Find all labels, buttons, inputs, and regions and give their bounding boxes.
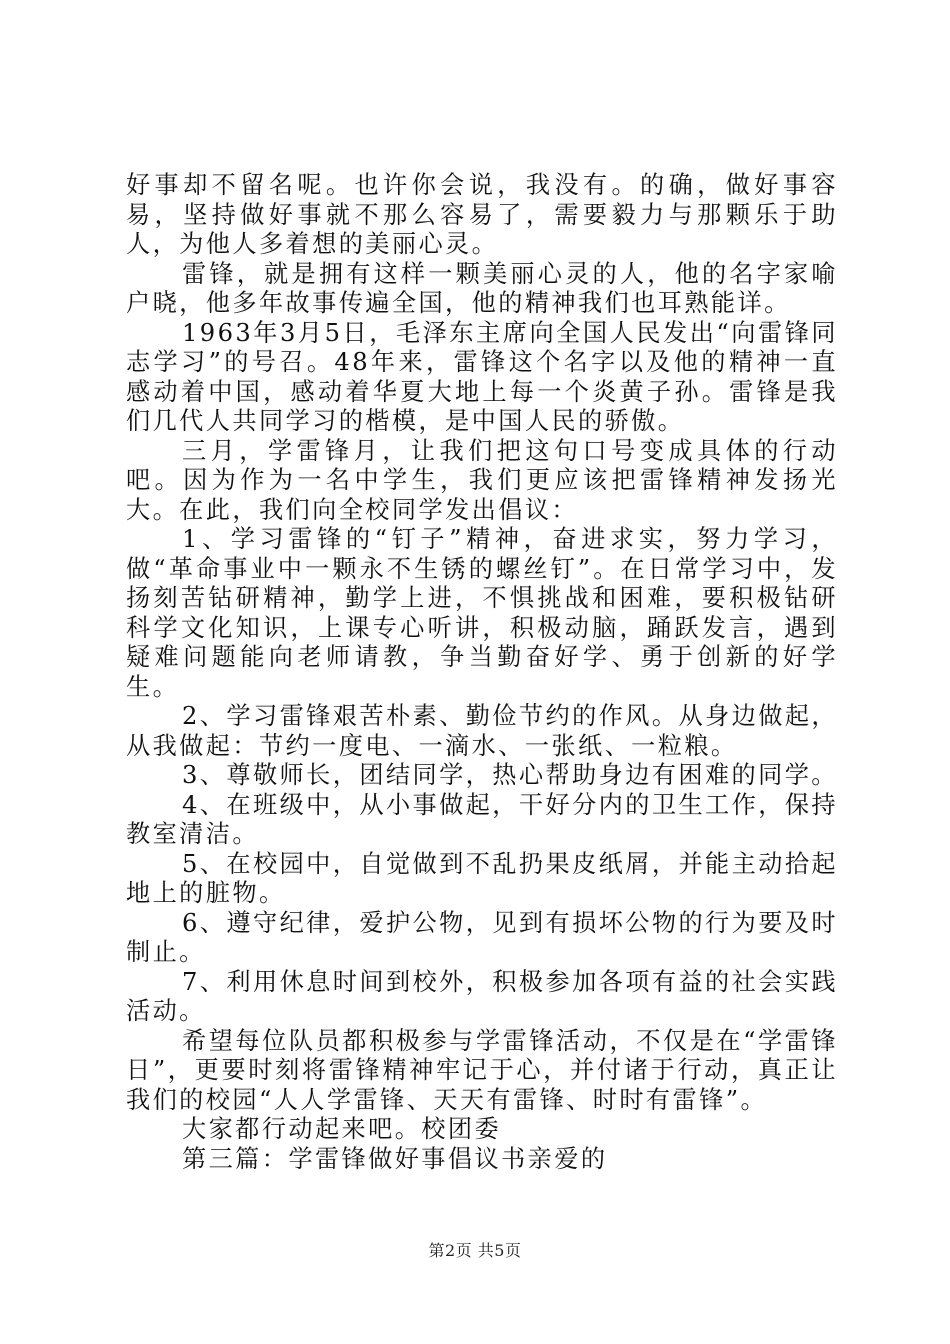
paragraph: 1963年3月5日，毛泽东主席向全国人民发出“向雷锋同志学习”的号召。48年来，雷锋这个名字以及他的精神一直感动着中国，感动着华夏大地上每一个炎黄子孙。雷锋是我们几代人共同学习的楷模，是中国人民的骄傲。 (126, 318, 838, 435)
list-item: 4、在班级中，从小事做起，干好分内的卫生工作，保持教室清洁。 (126, 790, 838, 848)
list-item: 3、尊敬师长，团结同学，热心帮助身边有困难的同学。 (182, 761, 838, 789)
paragraph: 希望每位队员都积极参与学雷锋活动，不仅是在“学雷锋日”，更要时刻将雷锋精神牢记于心，并付诸于行动，真正让我们的校园“人人学雷锋、天天有雷锋、时时有雷锋”。 (126, 1026, 838, 1114)
list-item: 6、遵守纪律，爱护公物，见到有损坏公物的行为要及时制止。 (126, 908, 838, 966)
paragraph: 三月，学雷锋月，让我们把这句口号变成具体的行动吧。因为作为一名中学生，我们更应该把雷锋精神发扬光大。在此，我们向全校同学发出倡议： (126, 436, 838, 524)
paragraph: 雷锋，就是拥有这样一颗美丽心灵的人，他的名字家喻户晓，他多年故事传遍全国，他的精神我们也耳熟能详。 (126, 259, 838, 317)
section-heading: 第三篇：学雷锋做好事倡议书亲爱的 (182, 1144, 608, 1173)
paragraph: 大家都行动起来吧。校团委 (182, 1115, 502, 1143)
list-item: 5、在校园中，自觉做到不乱扔果皮纸屑，并能主动拾起地上的脏物。 (126, 849, 838, 907)
list-item: 7、利用休息时间到校外，积极参加各项有益的社会实践活动。 (126, 967, 838, 1025)
document-body (126, 171, 838, 1174)
paragraph: 好事却不留名呢。也许你会说，我没有。的确，做好事容易，坚持做好事就不那么容易了，需要毅力与那颗乐于助人，为他人多着想的美丽心灵。 (126, 171, 838, 258)
page-number-footer: 第2页 共5页 (428, 1241, 522, 1260)
list-item: 2、学习雷锋艰苦朴素、勤俭节约的作风。从身边做起，从我做起：节约一度电、一滴水、一张纸、一粒粮。 (126, 702, 838, 760)
list-item: 1、学习雷锋的“钉子”精神，奋进求实，努力学习，做“革命事业中一颗永不生锈的螺丝钉”。在日常学习中，发扬刻苦钻研精神，勤学上进，不惧挑战和困难，要积极钻研科学文化知识，上课专心听讲，积极动脑，踊跃发言，遇到疑难问题能向老师请教，争当勤奋好学、勇于创新的好学生。 (126, 525, 838, 701)
